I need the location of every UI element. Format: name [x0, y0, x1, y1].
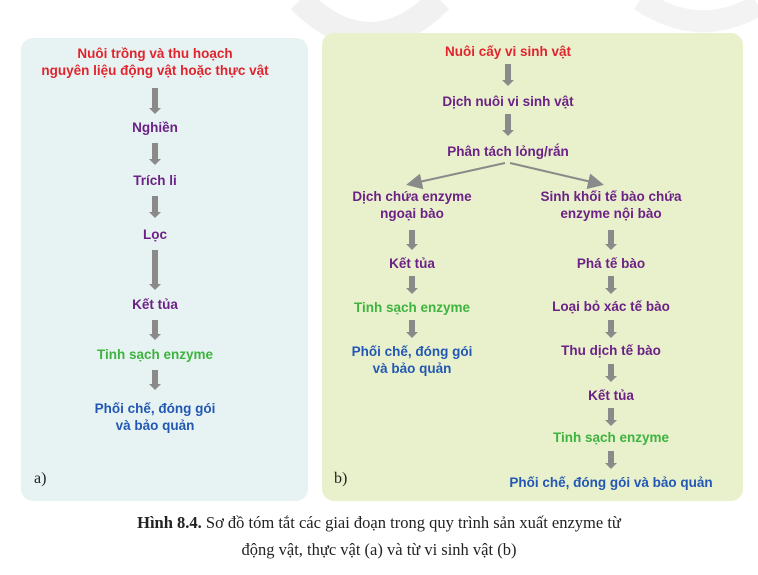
- panel-b-left-step: Tinh sạch enzyme: [353, 300, 471, 315]
- panel-a-step: Nuôi trồng và thu hoạch nguyên liệu động vật hoặc thực vật: [41, 46, 269, 78]
- panel-b-right-step: Kết tủa: [588, 388, 634, 403]
- panel-a-step: Tinh sạch enzyme: [96, 347, 214, 362]
- panel-a-letter: a): [34, 470, 47, 487]
- panel-b-left-step: Phối chế, đóng gói và bảo quản: [351, 344, 473, 376]
- caption-text-1: Sơ đồ tóm tắt các giai đoạn trong quy trình sản xuất enzyme từ: [201, 513, 621, 532]
- panel-b-right-step: Sinh khối tế bào chứa enzyme nội bào: [540, 189, 682, 221]
- figure-caption-line-2: động vật, thực vật (a) và từ vi sinh vật (b): [241, 540, 517, 559]
- caption-label: Hình 8.4.: [137, 513, 202, 532]
- panel-a-step: Phối chế, đóng gói và bảo quản: [94, 401, 216, 433]
- panel-a-step: Lọc: [142, 227, 168, 242]
- panel-a-step: Nghiền: [132, 120, 178, 135]
- panel-b-letter: b): [334, 470, 348, 487]
- branch-arrow-right: [510, 163, 600, 184]
- branch-arrow-left: [410, 163, 505, 184]
- panel-b-left-step: Kết tủa: [389, 256, 435, 271]
- panel-b-right-step: Phối chế, đóng gói và bảo quản: [509, 475, 713, 490]
- panel-b-left-step: Dịch chứa enzyme ngoại bào: [352, 189, 472, 221]
- panel-b-right-step: Tinh sạch enzyme: [552, 430, 670, 445]
- panel-b-right-step: Phá tế bào: [576, 256, 646, 271]
- panel-b-right-step: Thu dịch tế bào: [561, 343, 661, 358]
- panel-b-top-step: Phân tách lỏng/rắn: [447, 144, 569, 159]
- figure-caption-line-1: [0, 513, 758, 533]
- panel-a-step: Trích li: [133, 173, 177, 188]
- panel-b-right-step: Loại bỏ xác tế bào: [552, 299, 670, 314]
- panel-b-top-step: Dịch nuôi vi sinh vật: [442, 94, 574, 109]
- panel-b-top-step: Nuôi cấy vi sinh vật: [444, 44, 572, 59]
- panel-a-step: Kết tủa: [132, 297, 178, 312]
